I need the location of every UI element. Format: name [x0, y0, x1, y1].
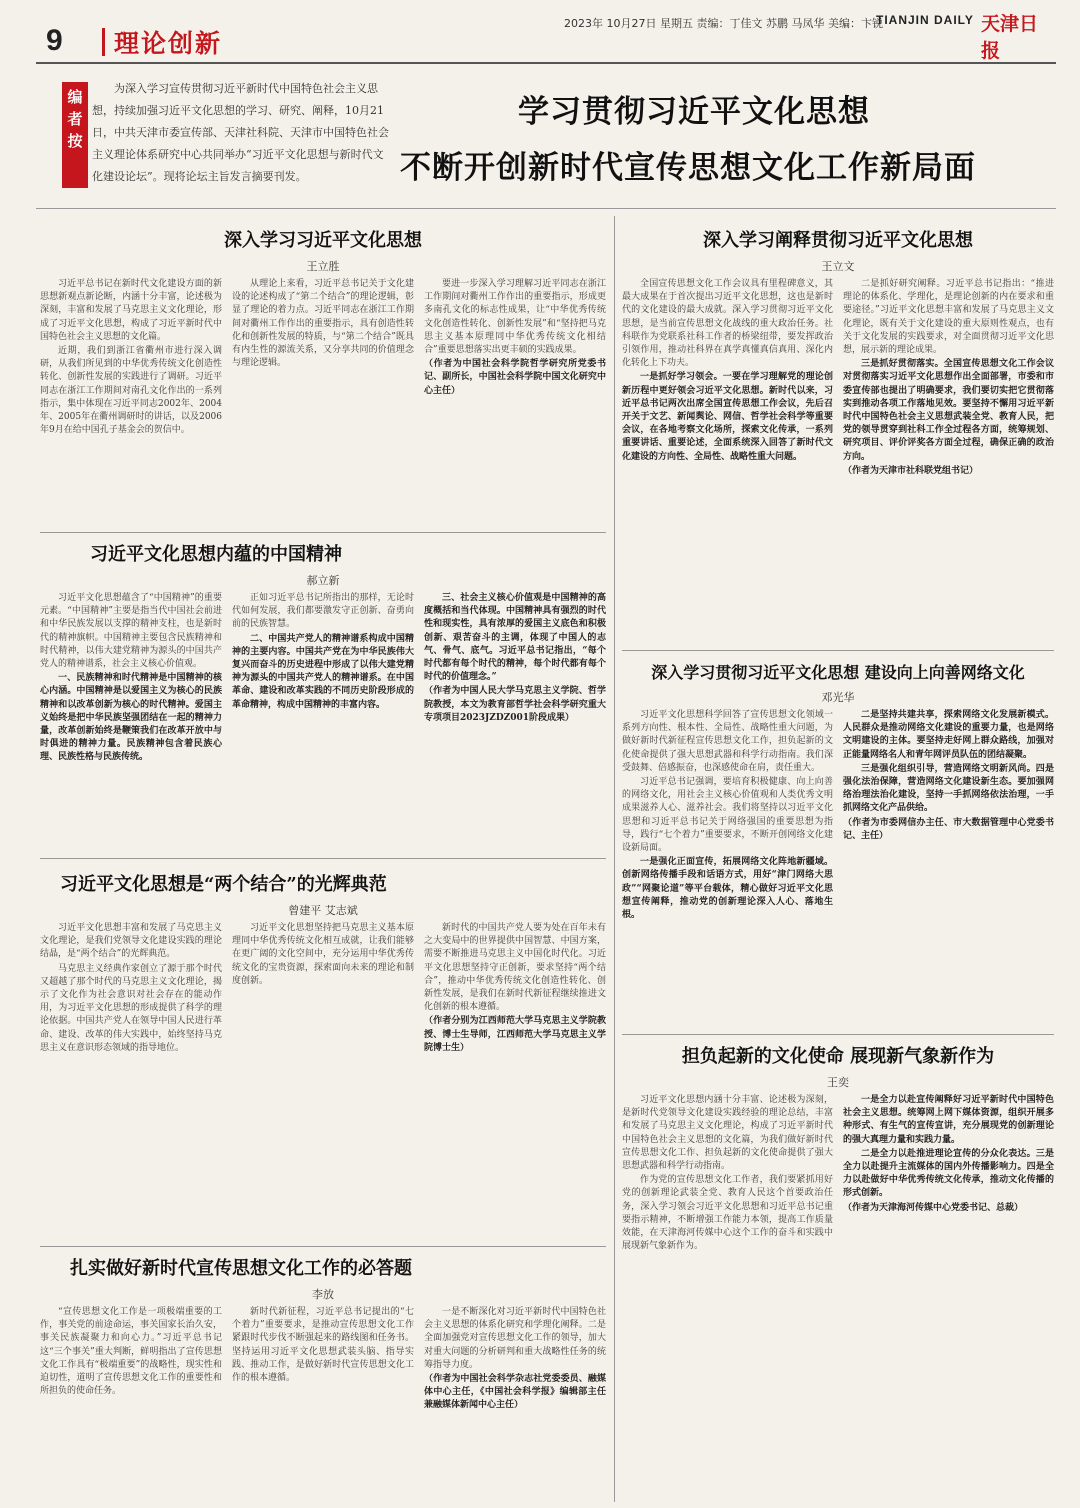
article-column: [843, 709, 1054, 1025]
article-column: [622, 709, 833, 1025]
paragraph: “宣传思想文化工作是一项极端重要的工作，事关党的前途命运，事关国家长治久安，事关民族凝聚力和向心力。”习近平总书记这“三个事关”重大判断，鲜明指出了宣传思想文化工作具有“极端重要”的战略性，现实性和迫切性，道明了宣传思想文化工作的重要性和所担负的使命任务。: [40, 1307, 222, 1397]
article-divider: [622, 650, 1054, 651]
masthead-rule: [36, 62, 1056, 64]
headline-line-1: 学习贯彻习近平文化思想: [518, 94, 870, 130]
article-author: 王奕: [827, 1076, 849, 1089]
article-divider: [40, 1246, 606, 1247]
article-li-fang: [40, 1254, 606, 1498]
article-column: [424, 922, 606, 1238]
article-author: 王立文: [821, 260, 855, 273]
paragraph: 习近平总书记强调，要培育积极健康、向上向善的网络文化，用社会主义核心价值观和人类优秀文明成果滋养人心、滋养社会。我们将坚持以习近平文化思想和习近平总书记关于网络强国的重要思想为指导，践行“七个着力”重要要求，不断开创网络文化建设新局面。: [622, 777, 833, 854]
masthead: [36, 10, 1056, 64]
page-headline: [400, 84, 1040, 196]
article-column: [40, 278, 222, 524]
article-column: [843, 1094, 1054, 1494]
paragraph: 习近平文化思想蕴含了“中国精神”的重要元素。“中国精神”主要是指当代中国社会前进和中华民族发展以支撑的精神支柱，也是新时代的精神旗帜。中国精神主要包含民族精神和时代精神，以伟大建党精神为源头的中国共产党人的精神谱系，社会主义核心价值观。: [40, 593, 222, 670]
paragraph: 二、中国共产党人的精神谱系构成中国精神的主要内容。中国共产党在为中华民族伟大复兴而奋斗的历史进程中形成了以伟大建党精神为源头的中国共产党人的精神谱系。在中国革命、建设和改革实践的不同历史阶段形成的革命精神，构成中国精神的丰富内容。: [232, 633, 414, 710]
paragraph: 从理论上来看，习近平总书记关于文化建设的论述构成了“第二个结合”的理论逻辑，彰显了理论的着力点。习近平同志在浙江工作期间对衢州工作作出的重要指示，具有创造性转化和创新性发展的特质，与“第二个结合”既具有内生性的源流关系，又分享共同的价值理念与理论逻辑。: [232, 279, 414, 369]
brand-logo-en: TIANJIN DAILY: [876, 13, 974, 27]
article-column: [40, 922, 222, 1238]
article-title: 深入学习阐释贯彻习近平文化思想: [703, 230, 973, 251]
article-column: [232, 278, 414, 524]
paragraph: 一、民族精神和时代精神是中国精神的核心内涵。中国精神是以爱国主义为核心的民族精神和以改革创新为核心的时代精神。爱国主义始终是把中华民族坚强团结在一起的精神力量，改革创新始终是鞭策我们在改革开放中与时俱进的精神力量。民族精神包含着民族心理、民族性格与民族传统。: [40, 673, 222, 763]
article-column: [232, 1306, 414, 1496]
paragraph: 一是全力以赴宣传阐释好习近平新时代中国特色社会主义思想。统筹网上网下媒体资源，组织开展多种形式、有生气的宣传宣讲，充分展现党的创新理论的强大真理力量和实践力量。: [843, 1095, 1054, 1145]
section-rule: [36, 208, 1056, 209]
article-column: [232, 592, 414, 834]
paragraph: 习近平文化思想坚持把马克思主义基本原理同中华优秀传统文化相互成就，让我们能够在更广阔的文化空间中，充分运用中华优秀传统文化的宝贵资源，探索面向未来的理论和制度创新。: [232, 923, 414, 986]
paragraph: 新时代新征程，习近平总书记提出的“七个着力”重要要求，是推动宣传思想文化工作紧跟时代步伐不断强起来的路线图和任务书。坚持运用习近平文化思想武装头脑、指导实践、推动工作，是做好新时代宣传思想文化工作的根本遵循。: [232, 1307, 414, 1384]
paragraph: 习近平文化思想丰富和发展了马克思主义文化理论，是我们党领导文化建设实践的理论结晶，是“两个结合”的光辉典范。: [40, 923, 222, 960]
article-column: [232, 922, 414, 1238]
article-author: 郝立新: [306, 574, 340, 587]
paragraph: 习近平文化思想内涵十分丰富、论述极为深刻，是新时代党领导文化建设实践经验的理论总结，丰富和发展了马克思主义文化理论，构成了习近平新时代中国特色社会主义思想的文化篇，为我们做好新时代宣传思想文化工作、担负起新的文化使命提供了强大思想武器和科学行动指南。: [622, 1095, 833, 1172]
article-author: 邓光华: [821, 691, 855, 704]
paragraph: 要进一步深入学习理解习近平同志在浙江工作期间对衢州工作作出的重要指示，形成更多南孔文化的标志性成果，让“中华优秀传统文化创造性转化、创新性发展”和“坚持把马克思主义基本原理同中华优秀传统文化相结合”重要思想落实出更丰硕的实践成果。: [424, 279, 606, 356]
article-author: 曾建平 艾志斌: [288, 904, 358, 917]
editor-note-text: 为深入学习宣传贯彻习近平新时代中国特色社会主义思想，持续加强习近平文化思想的学习、研究、阐释，10月21日，中共天津市委宣传部、天津社科院、天津市中国特色社会主义理论体系研究中心共同举办“习近平文化思想与新时代文化建设论坛”。现将论坛主旨发言摘要刊发。: [92, 82, 389, 183]
author-note: （作者为市委网信办主任、市大数据管理中心党委书记、主任）: [843, 817, 1054, 841]
article-title: 担负起新的文化使命 展现新气象新作为: [681, 1046, 995, 1067]
author-note: （作者为中国社会科学杂志社党委委员、融媒体中心主任，《中国社会科学报》编辑部主任兼融媒体新闻中心主任）: [424, 1374, 606, 1411]
article-title: 深入学习贯彻习近平文化思想 建设向上向善网络文化: [651, 663, 1025, 682]
paragraph: 习近平总书记在新时代文化建设方面的新思想新观点新论断，内涵十分丰富，论述极为深刻，丰富和发展了马克思主义文化理论，形成了习近平文化思想，构成了习近平新时代中国特色社会主义思想的文化篇。: [40, 279, 222, 342]
paragraph: 三是强化组织引导，营造网络文明新风尚。四是强化法治保障，营造网络文化建设新生态。要加强网络治理法治化建设，坚持一手抓网络依法治理，一手抓网络文化产品供给。: [843, 763, 1054, 814]
article-divider: [622, 1034, 1054, 1035]
article-deng-guanghua: [622, 660, 1054, 1030]
section-title: 理论创新: [114, 29, 223, 58]
article-title: 习近平文化思想内蕴的中国精神: [90, 544, 342, 565]
column-divider: [614, 216, 615, 1502]
article-column: [424, 278, 606, 524]
article-title: 深入学习习近平文化思想: [224, 230, 422, 251]
paragraph: 全国宣传思想文化工作会议具有里程碑意义，其最大成果在于首次提出习近平文化思想，这也是新时代的文化建设的最大成就。深入学习贯彻习近平文化思想，是当前宣传思想文化战线的重大政治任务。社科联作为党联系社科工作者的桥梁纽带，要发挥政治引领作用，推动社科界在真学真懂真信真用、深化内化转化上下功夫。: [622, 279, 833, 369]
headline-line-2: 不断开创新时代宣传思想文化工作新局面: [400, 150, 976, 186]
article-author: 李放: [312, 1288, 334, 1301]
article-wang-liwen: [622, 226, 1054, 644]
article-zeng-jianping: [40, 870, 606, 1242]
paragraph: 作为党的宣传思想文化工作者，我们要紧抓用好党的创新理论武装全党、教育人民这个首要政治任务，深入学习领会习近平文化思想和习近平总书记重要指示精神，不断增强工作能力本领，提高工作质量效能，在天津海河传媒中心这个工作的奋斗和实践中展现新气象新作为。: [622, 1175, 833, 1252]
author-note: （作者为中国人民大学马克思主义学院、哲学院教授，本文为教育部哲学社会科学研究重大专项项目2023JZDZ001阶段成果）: [424, 686, 606, 723]
paragraph: 一是强化正面宣传，拓展网络文化阵地新疆域。创新网络传播手段和话语方式，用好“津门网络大思政”“网聚论道”等平台载体，精心做好习近平文化思想宣传阐释，推动党的创新理论深入人心、落地生根。: [622, 857, 833, 921]
article-title: 习近平文化思想是“两个结合”的光辉典范: [60, 874, 387, 895]
author-note: （作者为天津海河传媒中心党委书记、总裁）: [843, 1202, 1024, 1213]
article-column: [424, 592, 606, 834]
article-column: [424, 1306, 606, 1496]
article-author: 王立胜: [306, 260, 340, 273]
paragraph: 一是抓好学习领会。一要在学习理解党的理论创新历程中更好领会习近平文化思想。新时代以来，习近平总书记两次出席全国宣传思想工作会议，先后召开关于文艺、新闻舆论、网信、哲学社会科学等重要会议，在各地考察文化场所，探索文化传承，一系列重要讲话、重要论述，全面系统深入回答了新时代文化建设的方向性、全局性、战略性重大问题。: [622, 372, 833, 462]
article-column: [622, 1094, 833, 1494]
editor-note-tag: 编者按: [62, 82, 88, 188]
page-number: 9: [46, 24, 63, 57]
paragraph: 二是抓好研究阐释。习近平总书记指出：“推进理论的体系化、学理化，是理论创新的内在要求和重要途径。”习近平文化思想丰富和发展了马克思主义文化理论，既有关于文化建设的重大原则性观点，也有关于文化发展的实践要求，对全面贯彻习近平文化思想，展示新的理论成果。: [843, 279, 1054, 356]
paragraph: 三是抓好贯彻落实。全国宣传思想文化工作会议对贯彻落实习近平文化思想作出全面部署，市委和市委宣传部也提出了明确要求，我们要切实把它贯彻落实到推动各项工作落地见效。要坚持不懈用习近平新时代中国特色社会主义思想武装全党、教育人民，把党的领导贯穿到社科工作全过程各方面，统筹规划、研究项目、评价评奖各方面全过程，确保正确的政治方向。: [843, 359, 1054, 462]
author-note: （作者为天津市社科联党组书记）: [843, 465, 979, 476]
paragraph: 近期，我们到浙江省衢州市进行深入调研，从我们所见到的中华优秀传统文化创造性转化、创新性发展的实践进行了调研。习近平同志在浙江工作期间对南孔文化作出的一系列指示，集中体现在习近平同志2002年、2004年、2005年在衢州调研时的讲话，以及2006年9月在给中国孔子基金会的贺信中。: [40, 346, 222, 436]
issue-meta: 2023年 10月27日 星期五 责编：丁佳文 苏鹏 马凤华 美编：卞锐: [564, 17, 883, 30]
paragraph: 二是全力以赴推进理论宣传的分众化表达。三是全力以赴提升主流媒体的国内外传播影响力。四是全力以赴做好中华优秀传统文化传承，推动文化传播的形式创新。: [843, 1148, 1054, 1199]
paragraph: 正如习近平总书记所指出的那样，无论时代如何发展，我们都要激发守正创新、奋勇向前的民族智慧。: [232, 593, 414, 630]
article-column: [40, 1306, 222, 1496]
article-wang-lisheng: [40, 226, 606, 528]
article-hao-lixin: [40, 540, 606, 838]
brand-logo-cn: 天津日报: [981, 13, 1039, 62]
paragraph: 新时代的中国共产党人要为处在百年未有之大变局中的世界提供中国智慧、中国方案，需要不断推进马克思主义中国化时代化。习近平文化思想坚持守正创新，要求坚持“两个结合”，推动中华优秀传统文化创造性转化、创新性发展，是我们在新时代新征程继续推进文化创新的根本遵循。: [424, 923, 606, 1013]
author-note: （作者为中国社会科学院哲学研究所党委书记、副所长，中国社会科学院中国文化研究中心主任）: [424, 359, 606, 396]
article-divider: [40, 532, 606, 533]
article-column: [622, 278, 833, 640]
author-note: （作者分别为江西师范大学马克思主义学院教授、博士生导师，江西师范大学马克思主义学院博士生）: [424, 1016, 606, 1053]
paragraph: 三、社会主义核心价值观是中国精神的高度概括和当代体现。中国精神具有强烈的时代性和现实性，具有浓厚的爱国主义底色和积极创新、艰苦奋斗的主调，体现了中国人的志气、骨气、底气。习近平总书记指出，“每个时代都有每个时代的精神，每个时代都有每个时代的价值理念。”: [424, 593, 606, 683]
article-wang-yi: [622, 1042, 1054, 1498]
paragraph: 习近平文化思想科学回答了宣传思想文化领域一系列方向性、根本性、全局性、战略性重大问题，为做好新时代新征程宣传思想文化工作，担负起新的文化使命提供了强大思想武器和科学行动指南。我们深受鼓舞、倍感振奋，也深感使命在肩，责任重大。: [622, 710, 833, 773]
paragraph: 马克思主义经典作家创立了源于那个时代又超越了那个时代的马克思主义文化理论，揭示了文化作为社会意识对社会存在的能动作用，为习近平文化思想的形成提供了科学的理论依据。中国共产党人在领导中国人民进行革命、建设、改革的伟大实践中，始终坚持马克思主义在意识形态领域的指导地位。: [40, 963, 222, 1053]
paragraph: 二是坚持共建共享，探索网络文化发展新模式。人民群众是推动网络文化建设的重要力量，也是网络文明建设的主体。要坚持走好网上群众路线，加强对正能量网络名人和青年网评员队伍的团结凝聚。: [843, 710, 1054, 760]
article-title: 扎实做好新时代宣传思想文化工作的必答题: [70, 1258, 412, 1279]
article-column: [40, 592, 222, 834]
article-column: [843, 278, 1054, 640]
article-divider: [40, 858, 606, 859]
paragraph: 一是不断深化对习近平新时代中国特色社会主义思想的体系化研究和学理化阐释。二是全面加强党对宣传思想文化工作的领导，加大对重大问题的分析研判和重大战略性任务的统筹指导力度。: [424, 1307, 606, 1370]
masthead-divider: [102, 28, 105, 56]
